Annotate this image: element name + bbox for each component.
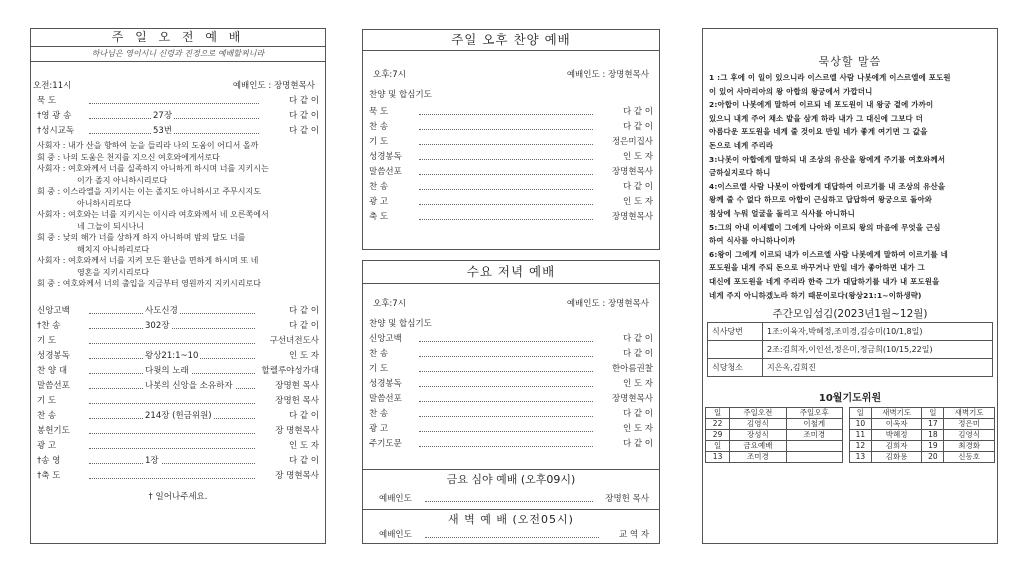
afternoon-row <box>363 195 659 210</box>
prayer-cell: 최경화 <box>944 441 995 452</box>
prayer-table-dawn <box>849 407 995 463</box>
dawn-leader-label: 예배인도 <box>379 530 412 540</box>
order-row <box>31 439 325 454</box>
friday-leader: 장명헌 목사 <box>605 494 649 504</box>
order-row <box>31 334 325 349</box>
order-row-item: 214장 (헌금위원) <box>143 409 214 424</box>
order-row-label: 묵 도 <box>37 96 57 106</box>
morning-order-top <box>31 94 325 139</box>
afternoon-row-person: 다 같 이 <box>622 182 653 192</box>
order-row-person: 다 같 이 <box>288 126 319 136</box>
wednesday-intro: 찬양 및 합심기도 <box>369 319 432 329</box>
reading-text-cont: 네 그늘이 되시나니 <box>77 221 144 231</box>
meditation-line: 4:이스르엘 사람 나봇이 아합에게 대답하여 이르기를 내 조상의 유산을 <box>709 181 946 191</box>
prayer-header-cell: 새벽기도 <box>944 408 995 419</box>
order-row-person: 다 같 이 <box>288 96 319 106</box>
order-row-item: 왕상21:1~10 <box>143 349 200 364</box>
wednesday-row <box>363 362 659 377</box>
order-row-person: 구선녀전도사 <box>269 335 319 346</box>
reading-speaker: 사회자 <box>37 210 61 219</box>
prayer-tables <box>703 407 997 477</box>
prayer-cell: 12 <box>850 441 872 452</box>
reading-line: 회 중 : 이스라엘을 지키시는 이는 졸지도 아니하시고 주무시지도 아니하시리로다 <box>31 186 325 209</box>
prayer-row <box>706 430 843 441</box>
wednesday-row-person: 인 도 자 <box>622 424 653 434</box>
prayer-header-row <box>706 408 843 419</box>
wednesday-row <box>363 332 659 347</box>
prayer-cell: 김화용 <box>871 452 922 463</box>
wednesday-row-person: 다 같 이 <box>622 334 653 344</box>
friday-leader-row <box>363 492 659 507</box>
prayer-cell: 조미경 <box>786 430 842 441</box>
wednesday-row-person: 다 같 이 <box>622 409 653 419</box>
afternoon-order <box>363 105 659 225</box>
order-row <box>31 349 325 364</box>
group-row <box>708 323 993 341</box>
prayer-row <box>850 419 995 430</box>
reading-speaker: 회 중 <box>37 233 55 242</box>
wednesday-title: 수요 저녁 예배 <box>363 261 659 284</box>
prayer-row <box>706 441 843 452</box>
reading-speaker: 회 중 <box>37 187 55 196</box>
afternoon-header <box>363 67 659 83</box>
order-row-label: †축 도 <box>37 470 61 481</box>
prayer-cell: 20 <box>922 452 944 463</box>
wednesday-row-person: 다 같 이 <box>622 439 653 449</box>
order-row-person: 다 같 이 <box>288 305 319 316</box>
afternoon-row-label: 찬 송 <box>369 122 389 132</box>
order-row-item: 1장 <box>143 454 161 469</box>
prayer-cell: 19 <box>922 441 944 452</box>
prayer-cell: 박혜정 <box>871 430 922 441</box>
order-row-label: 신앙고백 <box>37 305 70 316</box>
order-row <box>31 319 325 334</box>
afternoon-title: 주일 오후 찬양 예배 <box>363 30 659 51</box>
meditation-line: 이 있어 사마리아의 왕 아합의 왕궁에서 가깝더니 <box>709 86 873 96</box>
order-row-person: 인 도 자 <box>288 350 319 361</box>
prayer-header-cell: 일 <box>922 408 944 419</box>
afternoon-time: 오후:7시 <box>373 70 406 80</box>
prayer-cell: 이철게 <box>786 419 842 430</box>
order-row <box>31 469 325 484</box>
wednesday-row <box>363 392 659 407</box>
prayer-cell: 17 <box>922 419 944 430</box>
order-row-label: 기 도 <box>37 335 57 346</box>
wednesday-row-label: 말씀선포 <box>369 394 402 404</box>
wednesday-row-person: 인 도 자 <box>622 379 653 389</box>
responsive-reading <box>31 140 325 290</box>
wednesday-row <box>363 377 659 392</box>
reading-text: 이스라엘을 지키시는 이는 졸지도 아니하시고 주무시지도 <box>62 187 261 196</box>
prayer-cell: 29 <box>706 430 730 441</box>
order-row <box>31 424 325 439</box>
order-row-item: 다윗의 노래 <box>143 364 191 379</box>
friday-leader-label: 예배인도 <box>379 494 412 504</box>
wednesday-header <box>363 296 659 312</box>
reading-text-cont: 아니하시리로다 <box>77 198 132 208</box>
meditation-line: 하여 식사를 아니하나이까 <box>709 236 796 246</box>
prayer-table-sunday <box>705 407 843 463</box>
reading-speaker: 회 중 <box>37 279 55 288</box>
prayer-header-cell: 주일오전 <box>730 408 786 419</box>
reading-line: 회 중 : 낮의 해가 너를 상하게 하지 아니하며 밤의 달도 너를 해치지 아니하리로다 <box>31 232 325 255</box>
reading-text: 여호와께서 너를 지켜 모든 환난을 면하게 하시며 또 네 <box>67 256 259 265</box>
order-row <box>31 379 325 394</box>
reading-line: 회 중 : 여호와께서 너의 출입을 지금부터 영원까지 지키시리로다 <box>37 279 261 288</box>
morning-header <box>31 78 325 94</box>
order-row <box>31 409 325 424</box>
order-row-person: 할렐루야성가대 <box>261 365 319 376</box>
afternoon-row <box>363 120 659 135</box>
group-members: 2조:김희자,이인선,정은미,정금희(10/15,22일) <box>763 341 993 359</box>
afternoon-leader: 예배인도 : 장명현목사 <box>566 70 649 80</box>
prayer-cell: 신동호 <box>944 452 995 463</box>
prayer-row <box>706 419 843 430</box>
wednesday-row-label: 찬 송 <box>369 409 389 419</box>
afternoon-intro: 찬양 및 합심기도 <box>369 90 432 100</box>
afternoon-row-person: 다 같 이 <box>622 107 653 117</box>
prayer-header-cell: 일 <box>850 408 872 419</box>
morning-footer: † 일어나주세요. <box>148 491 208 502</box>
meditation-line: 2:아합이 나봇에게 말하여 이르되 네 포도원이 내 왕궁 곁에 가까이 <box>709 100 934 110</box>
meditation-line: 네게 주지 아니하겠노라 하기 때문이로다(왕상21:1~이하생략) <box>709 290 922 300</box>
order-row-person: 다 같 이 <box>288 410 319 421</box>
prayer-cell: 13 <box>850 452 872 463</box>
order-row-label: †성시교독 <box>37 126 75 136</box>
group-row <box>708 359 993 377</box>
afternoon-row <box>363 150 659 165</box>
meditation-title: 묵상할 말씀 <box>818 55 882 68</box>
meditation-line: 1 :그 후에 이 일이 있으니라 이스르엘 사람 나봇에게 이스르엘에 포도원 <box>709 73 951 82</box>
morning-service-panel <box>30 28 326 544</box>
meditation-line: 돈으로 네게 주리라 <box>709 140 774 150</box>
wednesday-row-label: 신앙고백 <box>369 334 402 344</box>
prayer-row <box>850 452 995 463</box>
order-row-person: 장명헌 목사 <box>275 395 319 406</box>
reading-text: 나의 도움은 천지를 지으신 여호와에게서로다 <box>62 152 220 162</box>
order-row-label: 봉헌기도 <box>37 425 70 436</box>
dawn-title: 새 벽 예 배 (오전05시) <box>448 513 574 526</box>
wednesday-row <box>363 347 659 362</box>
reading-line: 사회자 : 내가 산을 향하여 눈을 들리라 나의 도움이 어디서 올까 <box>37 141 259 150</box>
order-row <box>31 124 325 139</box>
order-row-person: 장 명현목사 <box>275 425 319 436</box>
order-row-item: 27장 <box>151 109 174 124</box>
prayer-cell: 금요예배 <box>730 441 786 452</box>
order-row-label: 말씀선포 <box>37 380 70 391</box>
wednesday-row <box>363 437 659 452</box>
prayer-row <box>706 452 843 463</box>
prayer-cell: 정은미 <box>944 419 995 430</box>
prayer-title: 10월기도위원 <box>818 393 882 405</box>
prayer-cell: 장성식 <box>730 430 786 441</box>
wednesday-service-panel <box>362 260 660 544</box>
meditation-text <box>703 71 997 302</box>
order-row-label: †송 영 <box>37 455 61 466</box>
reading-speaker: 사회자 <box>37 141 61 150</box>
morning-order-bottom <box>31 304 325 484</box>
afternoon-row-person: 인 도 자 <box>622 197 653 207</box>
prayer-cell <box>786 441 842 452</box>
order-row <box>31 394 325 409</box>
wednesday-row <box>363 422 659 437</box>
order-row-label: 기 도 <box>37 395 57 406</box>
order-row-label: 찬 양 대 <box>37 365 68 376</box>
wednesday-row-label: 찬 송 <box>369 349 389 359</box>
prayer-cell: 김희자 <box>871 441 922 452</box>
afternoon-row-label: 축 도 <box>369 212 389 222</box>
order-row-person: 인 도 자 <box>288 440 319 451</box>
prayer-row <box>850 441 995 452</box>
reading-text-cont: 해치지 아니하리로다 <box>77 244 150 254</box>
prayer-cell: 일 <box>706 441 730 452</box>
afternoon-row-person: 정은미집사 <box>611 137 653 147</box>
prayer-cell: 11 <box>850 430 872 441</box>
order-row-item: 사도신경 <box>143 304 180 319</box>
meditation-line: 왕께 줄 수 없다 하므로 아합이 근심하고 답답하여 왕궁으로 돌아와 <box>709 195 933 205</box>
afternoon-row <box>363 135 659 150</box>
order-row-person: 다 같 이 <box>288 455 319 466</box>
wednesday-row-label: 기 도 <box>369 364 389 374</box>
order-row <box>31 304 325 319</box>
right-panel <box>702 28 998 544</box>
reading-text-cont: 이가 졸지 아니하시리로다 <box>77 175 168 185</box>
afternoon-row-label: 성경봉독 <box>369 152 402 162</box>
wednesday-row-label: 주기도문 <box>369 439 402 449</box>
afternoon-row-person: 장명현목사 <box>611 167 653 177</box>
order-row-person: 장명현 목사 <box>275 380 319 391</box>
afternoon-row <box>363 180 659 195</box>
reading-text: 여호와께서 너를 실족하지 아니하게 하시며 너를 지키시는 <box>67 164 269 173</box>
meditation-line: 6:왕이 그에게 이르되 내가 이스르엘 사람 나봇에게 말하여 이르기를 네 <box>709 249 948 259</box>
order-row <box>31 94 325 109</box>
reading-text: 내가 산을 향하여 눈을 들리라 나의 도움이 어디서 올까 <box>67 141 259 150</box>
afternoon-row-person: 장명현목사 <box>611 212 653 222</box>
wednesday-row-person: 다 같 이 <box>622 349 653 359</box>
reading-text: 여호와는 너를 지키시는 이시라 여호와께서 네 오른쪽에서 <box>67 210 269 219</box>
dawn-leader-row <box>363 528 659 543</box>
afternoon-service-panel <box>362 29 660 250</box>
afternoon-row <box>363 105 659 120</box>
group-members: 지은옥,김희진 <box>763 359 993 377</box>
meditation-line: 대신에 포도원을 네게 주리라 한즉 그가 대답하기를 내가 내 포도원을 <box>709 276 940 286</box>
reading-line: 사회자 : 여호와께서 너를 지켜 모든 환난을 면하게 하시며 또 네 영혼을 지키시리로다 <box>31 255 325 278</box>
afternoon-row <box>363 165 659 180</box>
afternoon-row-label: 묵 도 <box>369 107 389 117</box>
order-row-item: 302장 <box>143 319 171 334</box>
reading-text: 여호와께서 너의 출입을 지금부터 영원까지 지키시리로다 <box>62 279 261 288</box>
prayer-cell: 10 <box>850 419 872 430</box>
group-duty: 식당청소 <box>708 359 763 377</box>
prayer-cell: 13 <box>706 452 730 463</box>
prayer-header-cell: 새벽기도 <box>871 408 922 419</box>
order-row <box>31 109 325 124</box>
afternoon-row-label: 기 도 <box>369 137 389 147</box>
prayer-header-cell: 주일오후 <box>786 408 842 419</box>
wednesday-row-person: 한아름권찰 <box>611 364 653 374</box>
order-row-label: 찬 송 <box>37 410 57 421</box>
wednesday-leader: 예배인도 : 장명현목사 <box>566 299 649 309</box>
afternoon-row-label: 말씀선포 <box>369 167 402 177</box>
prayer-cell: 이옥자 <box>871 419 922 430</box>
prayer-row <box>850 430 995 441</box>
afternoon-row-label: 찬 송 <box>369 182 389 192</box>
afternoon-row-label: 광 고 <box>369 197 389 207</box>
dawn-leader: 교 역 자 <box>618 530 649 540</box>
wednesday-row-label: 성경봉독 <box>369 379 402 389</box>
prayer-header-cell: 일 <box>706 408 730 419</box>
order-row-item: 53번 <box>151 124 174 139</box>
prayer-cell: 22 <box>706 419 730 430</box>
wednesday-row <box>363 407 659 422</box>
wednesday-row-person: 장명현목사 <box>611 394 653 404</box>
meditation-line: 침상에 누워 얼굴을 돌리고 식사를 아니하니 <box>709 208 855 218</box>
meditation-line: 3:나봇이 아합에게 말하되 내 조상의 유산을 왕에게 주기를 여호와께서 <box>709 154 946 164</box>
group-title: 주간모임섬김(2023년1월~12월) <box>772 308 928 321</box>
group-table <box>707 322 993 377</box>
reading-text: 낮의 해가 너를 상하게 하지 아니하며 밤의 달도 너를 <box>62 233 246 242</box>
reading-line: 사회자 : 여호와께서 너를 실족하지 아니하게 하시며 너를 지키시는 이가 졸지 아니하시리로다 <box>31 163 325 186</box>
order-row-person: 다 같 이 <box>288 320 319 331</box>
meditation-line: 있으니 내게 주어 채소 밭을 삼게 하라 내가 그 대신에 그보다 더 <box>709 113 923 123</box>
afternoon-row-person: 인 도 자 <box>622 152 653 162</box>
afternoon-row-person: 다 같 이 <box>622 122 653 132</box>
order-row-person: 장 명현목사 <box>275 470 319 481</box>
wednesday-order <box>363 332 659 452</box>
morning-title: 주 일 오 전 예 배 <box>31 29 325 47</box>
order-row <box>31 454 325 469</box>
order-row-person: 다 같 이 <box>288 111 319 121</box>
order-row-item: 나봇의 신앙을 소유하자 <box>143 379 235 394</box>
meditation-line: 금하실지로다 하니 <box>709 168 771 178</box>
morning-leader: 예배인도 : 장명현목사 <box>232 81 315 91</box>
meditation-line: 아름다운 포도원을 네게 줄 것이요 만일 네가 좋게 여기면 그 값을 <box>709 127 928 137</box>
morning-time: 오전:11시 <box>33 81 72 91</box>
order-row-label: †찬 송 <box>37 320 61 331</box>
order-row-label: 성경봉독 <box>37 350 70 361</box>
reading-line: 회 중 : 나의 도움은 천지를 지으신 여호와에게서로다 <box>37 152 220 162</box>
prayer-cell <box>786 452 842 463</box>
friday-title: 금요 심야 예배 (오후09시) <box>446 473 576 486</box>
prayer-header-row <box>850 408 995 419</box>
prayer-cell: 조미경 <box>730 452 786 463</box>
group-duty: 식사당번 <box>708 323 763 341</box>
reading-line: 사회자 : 여호와는 너를 지키시는 이시라 여호와께서 네 오른쪽에서 네 그늘이 되시나니 <box>31 209 325 232</box>
prayer-cell: 18 <box>922 430 944 441</box>
morning-subtitle: 하나님은 영이시니 신령과 진정으로 예배할찌니라 <box>31 47 325 62</box>
group-members: 1조:이육자,박혜정,조미경,김승미(10/1,8일) <box>763 323 993 341</box>
reading-speaker: 사회자 <box>37 164 61 173</box>
order-row <box>31 364 325 379</box>
wednesday-row-label: 광 고 <box>369 424 389 434</box>
afternoon-row <box>363 210 659 225</box>
order-row-label: 광 고 <box>37 440 57 451</box>
prayer-cell: 김영식 <box>944 430 995 441</box>
group-duty <box>708 341 763 359</box>
reading-speaker: 사회자 <box>37 256 61 265</box>
reading-text-cont: 영혼을 지키시리로다 <box>77 267 150 277</box>
reading-speaker: 회 중 <box>37 152 55 162</box>
meditation-line: 포도원을 내게 주되 돈으로 바꾸거나 만일 네가 좋아하면 내가 그 <box>709 263 925 273</box>
prayer-cell: 김영식 <box>730 419 786 430</box>
meditation-line: 5:그의 아내 이세벨이 그에게 나아와 이르되 왕의 마음에 무엇을 근심 <box>709 222 941 232</box>
group-row <box>708 341 993 359</box>
order-row-label: †영 광 송 <box>37 111 72 121</box>
wednesday-time: 오후:7시 <box>373 299 406 309</box>
